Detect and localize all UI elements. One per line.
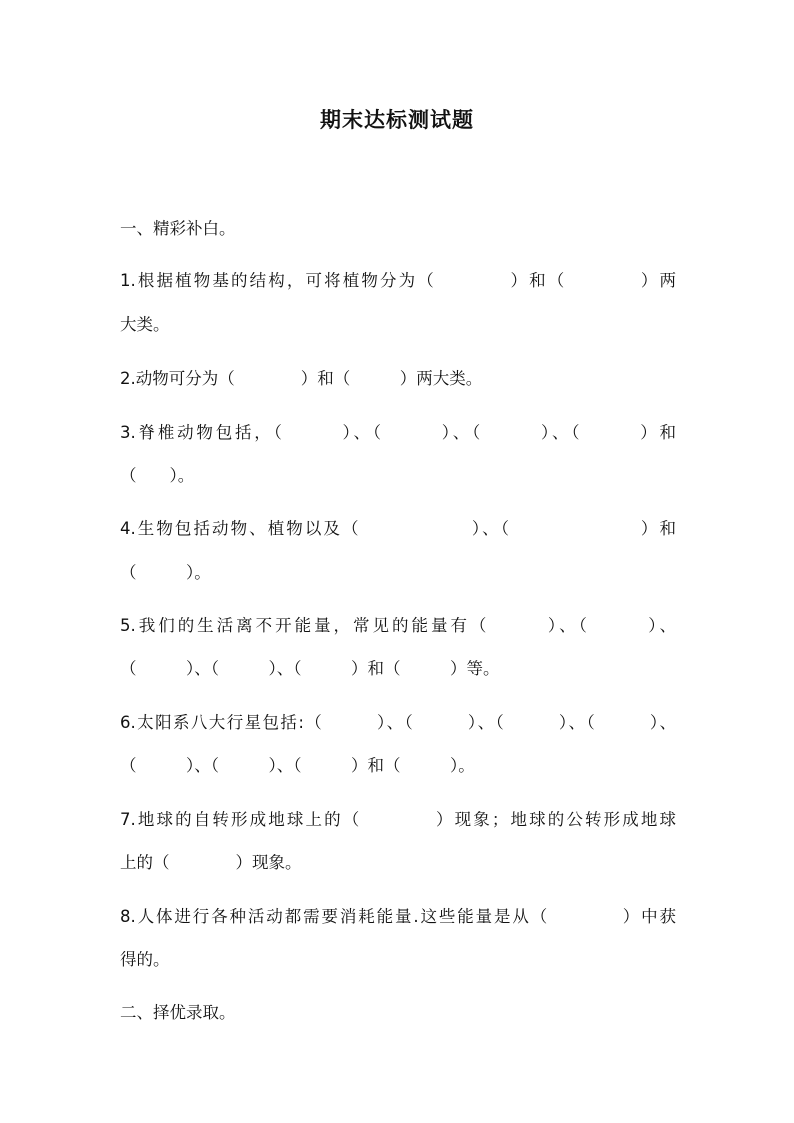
question-2-line-1: 2.动物可分为（ ）和（ ）两大类。 xyxy=(120,369,483,388)
page-title: 期末达标测试题 xyxy=(320,107,474,132)
question-8-line-1: 8.人体进行各种活动都需要消耗能量.这些能量是从（ ）中获 xyxy=(120,907,676,926)
question-1-line-2: 大类。 xyxy=(120,315,170,334)
question-8-line-2: 得的。 xyxy=(120,950,170,969)
question-6-line-2: （ ）、（ ）、（ ）和（ ）。 xyxy=(120,756,475,775)
question-7-line-1: 7.地球的自转形成地球上的（ ）现象；地球的公转形成地球 xyxy=(120,810,676,829)
question-6-line-1: 6.太阳系八大行星包括:（ ）、（ ）、（ ）、（ ）、 xyxy=(120,713,676,732)
section-heading-multiple-choice: 二、择优录取。 xyxy=(120,1003,236,1022)
question-5-line-2: （ ）、（ ）、（ ）和（ ）等。 xyxy=(120,659,500,678)
question-4-line-1: 4.生物包括动物、植物以及（ ）、（ ）和 xyxy=(120,519,676,538)
question-3-line-2: （ ）。 xyxy=(120,466,195,485)
question-3-line-1: 3.脊椎动物包括，（ ）、（ ）、（ ）、（ ）和 xyxy=(120,423,676,442)
section-heading-fill-in-blanks: 一、精彩补白。 xyxy=(120,219,236,238)
question-7-line-2: 上的（ ）现象。 xyxy=(120,853,302,872)
question-1-line-1: 1.根据植物基的结构，可将植物分为（ ）和（ ）两 xyxy=(120,271,676,290)
question-5-line-1: 5.我们的生活离不开能量，常见的能量有（ ）、（ ）、 xyxy=(120,616,676,635)
question-4-line-2: （ ）。 xyxy=(120,563,211,582)
